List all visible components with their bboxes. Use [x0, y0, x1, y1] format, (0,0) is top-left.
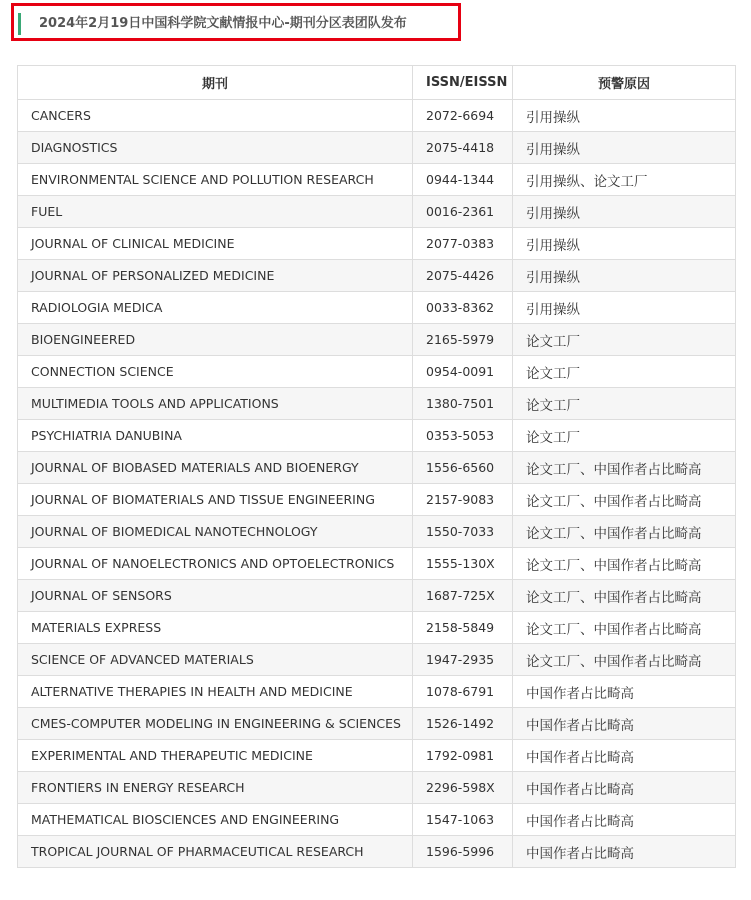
table-row: [18, 772, 736, 804]
journal-name-cell: BIOENGINEERED: [18, 324, 413, 356]
issn-cell: 1550-7033: [413, 516, 513, 548]
issn-cell: 2072-6694: [413, 100, 513, 132]
journal-name-cell: SCIENCE OF ADVANCED MATERIALS: [18, 644, 413, 676]
warning-reason-cell: 引用操纵: [513, 100, 736, 132]
warning-reason-cell: 引用操纵: [513, 260, 736, 292]
journal-name-cell: MULTIMEDIA TOOLS AND APPLICATIONS: [18, 388, 413, 420]
table-row: [18, 260, 736, 292]
warning-reason-cell: 中国作者占比畸高: [513, 836, 736, 868]
issn-cell: 1547-1063: [413, 804, 513, 836]
table-row: [18, 676, 736, 708]
issn-cell: 2296-598X: [413, 772, 513, 804]
warning-reason-cell: 论文工厂、中国作者占比畸高: [513, 516, 736, 548]
warning-reason-cell: 论文工厂、中国作者占比畸高: [513, 484, 736, 516]
warning-reason-cell: 论文工厂、中国作者占比畸高: [513, 612, 736, 644]
issn-cell: 0944-1344: [413, 164, 513, 196]
journal-name-cell: JOURNAL OF PERSONALIZED MEDICINE: [18, 260, 413, 292]
journal-name-cell: FUEL: [18, 196, 413, 228]
issn-cell: 2077-0383: [413, 228, 513, 260]
issn-cell: 0033-8362: [413, 292, 513, 324]
journal-name-cell: JOURNAL OF BIOBASED MATERIALS AND BIOENERGY: [18, 452, 413, 484]
table-row: [18, 708, 736, 740]
issn-cell: 0016-2361: [413, 196, 513, 228]
issn-cell: 1078-6791: [413, 676, 513, 708]
warning-reason-cell: 论文工厂: [513, 388, 736, 420]
issn-cell: 2075-4418: [413, 132, 513, 164]
table-row: [18, 548, 736, 580]
warning-reason-cell: 论文工厂、中国作者占比畸高: [513, 644, 736, 676]
issn-cell: 1555-130X: [413, 548, 513, 580]
journal-name-cell: FRONTIERS IN ENERGY RESEARCH: [18, 772, 413, 804]
warning-reason-cell: 中国作者占比畸高: [513, 772, 736, 804]
issn-cell: 2158-5849: [413, 612, 513, 644]
warning-reason-cell: 论文工厂: [513, 420, 736, 452]
journal-name-cell: ALTERNATIVE THERAPIES IN HEALTH AND MEDICINE: [18, 676, 413, 708]
table-row: [18, 164, 736, 196]
table-row: [18, 452, 736, 484]
journal-name-cell: CONNECTION SCIENCE: [18, 356, 413, 388]
table-row: [18, 228, 736, 260]
warning-reason-cell: 中国作者占比畸高: [513, 804, 736, 836]
issn-cell: 1380-7501: [413, 388, 513, 420]
warning-reason-cell: 引用操纵: [513, 196, 736, 228]
journal-name-cell: ENVIRONMENTAL SCIENCE AND POLLUTION RESEARCH: [18, 164, 413, 196]
table-row: [18, 356, 736, 388]
issn-cell: 0353-5053: [413, 420, 513, 452]
journal-name-cell: CMES-COMPUTER MODELING IN ENGINEERING & SCIENCES: [18, 708, 413, 740]
warning-reason-cell: 论文工厂、中国作者占比畸高: [513, 452, 736, 484]
warning-reason-cell: 中国作者占比畸高: [513, 740, 736, 772]
issn-cell: 1526-1492: [413, 708, 513, 740]
header-reason: 预警原因: [513, 66, 736, 100]
warning-reason-cell: 论文工厂、中国作者占比畸高: [513, 580, 736, 612]
table-header-row: [18, 66, 736, 100]
table-row: [18, 484, 736, 516]
journal-warning-table: [17, 65, 736, 868]
journal-name-cell: RADIOLOGIA MEDICA: [18, 292, 413, 324]
issn-cell: 1947-2935: [413, 644, 513, 676]
issn-cell: 0954-0091: [413, 356, 513, 388]
table-row: [18, 836, 736, 868]
notice-title: 2024年2月19日中国科学院文献情报中心-期刊分区表团队发布: [39, 16, 407, 31]
issn-cell: 1596-5996: [413, 836, 513, 868]
notice-title-box: [11, 3, 461, 41]
issn-cell: 1792-0981: [413, 740, 513, 772]
warning-reason-cell: 引用操纵: [513, 292, 736, 324]
warning-reason-cell: 中国作者占比畸高: [513, 676, 736, 708]
table-row: [18, 100, 736, 132]
journal-name-cell: JOURNAL OF NANOELECTRONICS AND OPTOELECTRONICS: [18, 548, 413, 580]
table-row: [18, 740, 736, 772]
issn-cell: 2075-4426: [413, 260, 513, 292]
journal-name-cell: TROPICAL JOURNAL OF PHARMACEUTICAL RESEARCH: [18, 836, 413, 868]
table-body: [18, 100, 736, 868]
title-accent-bar: [18, 13, 21, 35]
warning-reason-cell: 引用操纵、论文工厂: [513, 164, 736, 196]
journal-name-cell: JOURNAL OF BIOMATERIALS AND TISSUE ENGINEERING: [18, 484, 413, 516]
warning-reason-cell: 论文工厂、中国作者占比畸高: [513, 548, 736, 580]
table-row: [18, 196, 736, 228]
journal-name-cell: DIAGNOSTICS: [18, 132, 413, 164]
journal-name-cell: MATHEMATICAL BIOSCIENCES AND ENGINEERING: [18, 804, 413, 836]
table-row: [18, 516, 736, 548]
warning-reason-cell: 中国作者占比畸高: [513, 708, 736, 740]
issn-cell: 1687-725X: [413, 580, 513, 612]
warning-reason-cell: 论文工厂: [513, 324, 736, 356]
warning-reason-cell: 引用操纵: [513, 228, 736, 260]
table-row: [18, 580, 736, 612]
header-journal: 期刊: [18, 66, 413, 100]
table-row: [18, 804, 736, 836]
table-row: [18, 132, 736, 164]
table-row: [18, 644, 736, 676]
issn-cell: 2165-5979: [413, 324, 513, 356]
table-row: [18, 292, 736, 324]
journal-name-cell: JOURNAL OF BIOMEDICAL NANOTECHNOLOGY: [18, 516, 413, 548]
journal-name-cell: EXPERIMENTAL AND THERAPEUTIC MEDICINE: [18, 740, 413, 772]
table-row: [18, 420, 736, 452]
issn-cell: 2157-9083: [413, 484, 513, 516]
header-issn: ISSN/EISSN: [413, 66, 513, 100]
warning-reason-cell: 引用操纵: [513, 132, 736, 164]
journal-name-cell: MATERIALS EXPRESS: [18, 612, 413, 644]
table-row: [18, 612, 736, 644]
warning-reason-cell: 论文工厂: [513, 356, 736, 388]
journal-name-cell: JOURNAL OF CLINICAL MEDICINE: [18, 228, 413, 260]
table-row: [18, 324, 736, 356]
table-row: [18, 388, 736, 420]
issn-cell: 1556-6560: [413, 452, 513, 484]
journal-name-cell: JOURNAL OF SENSORS: [18, 580, 413, 612]
journal-name-cell: PSYCHIATRIA DANUBINA: [18, 420, 413, 452]
journal-name-cell: CANCERS: [18, 100, 413, 132]
